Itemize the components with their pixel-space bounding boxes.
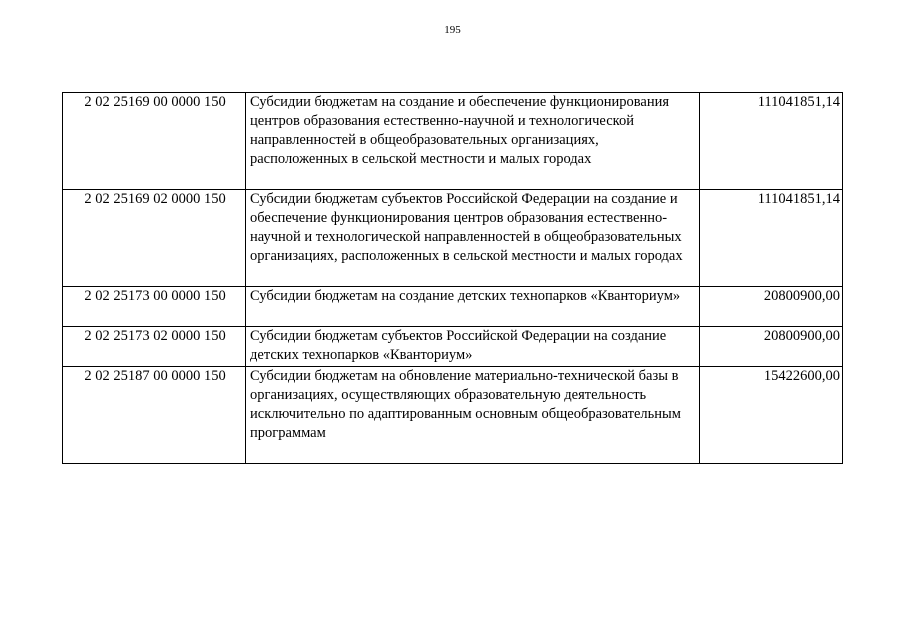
budget-table — [62, 92, 843, 464]
table-row — [63, 287, 843, 327]
table-row — [63, 93, 843, 190]
table-row — [63, 367, 843, 464]
amount-cell: 20800900,00 — [700, 327, 843, 367]
amount-cell: 15422600,00 — [700, 367, 843, 464]
budget-code-cell: 2 02 25173 02 0000 150 — [63, 327, 246, 367]
table-row — [63, 327, 843, 367]
description-cell: Субсидии бюджетам субъектов Российской Федерации на создание детских технопарков «Кванториум» — [246, 327, 700, 367]
amount-cell: 20800900,00 — [700, 287, 843, 327]
budget-code-cell: 2 02 25169 00 0000 150 — [63, 93, 246, 190]
description-cell: Субсидии бюджетам на обновление материально-технической базы в организациях, осуществляющих образовательную деятельность исключительно по адаптированным основным общеобразовательным программам — [246, 367, 700, 464]
description-cell: Субсидии бюджетам субъектов Российской Федерации на создание и обеспечение функционирования центров образования естественно-научной и технологической направленностей в общеобразовательных организациях, расположенных в сельской местности и малых городах — [246, 190, 700, 287]
budget-code-cell: 2 02 25187 00 0000 150 — [63, 367, 246, 464]
table-row — [63, 190, 843, 287]
budget-code-cell: 2 02 25169 02 0000 150 — [63, 190, 246, 287]
description-cell: Субсидии бюджетам на создание и обеспечение функционирования центров образования естественно-научной и технологической направленностей в общеобразовательных организациях, расположенных в сельской местности и малых городах — [246, 93, 700, 190]
amount-cell: 111041851,14 — [700, 93, 843, 190]
amount-cell: 111041851,14 — [700, 190, 843, 287]
description-cell: Субсидии бюджетам на создание детских технопарков «Кванториум» — [246, 287, 700, 327]
page-number: 195 — [444, 24, 461, 36]
budget-code-cell: 2 02 25173 00 0000 150 — [63, 287, 246, 327]
